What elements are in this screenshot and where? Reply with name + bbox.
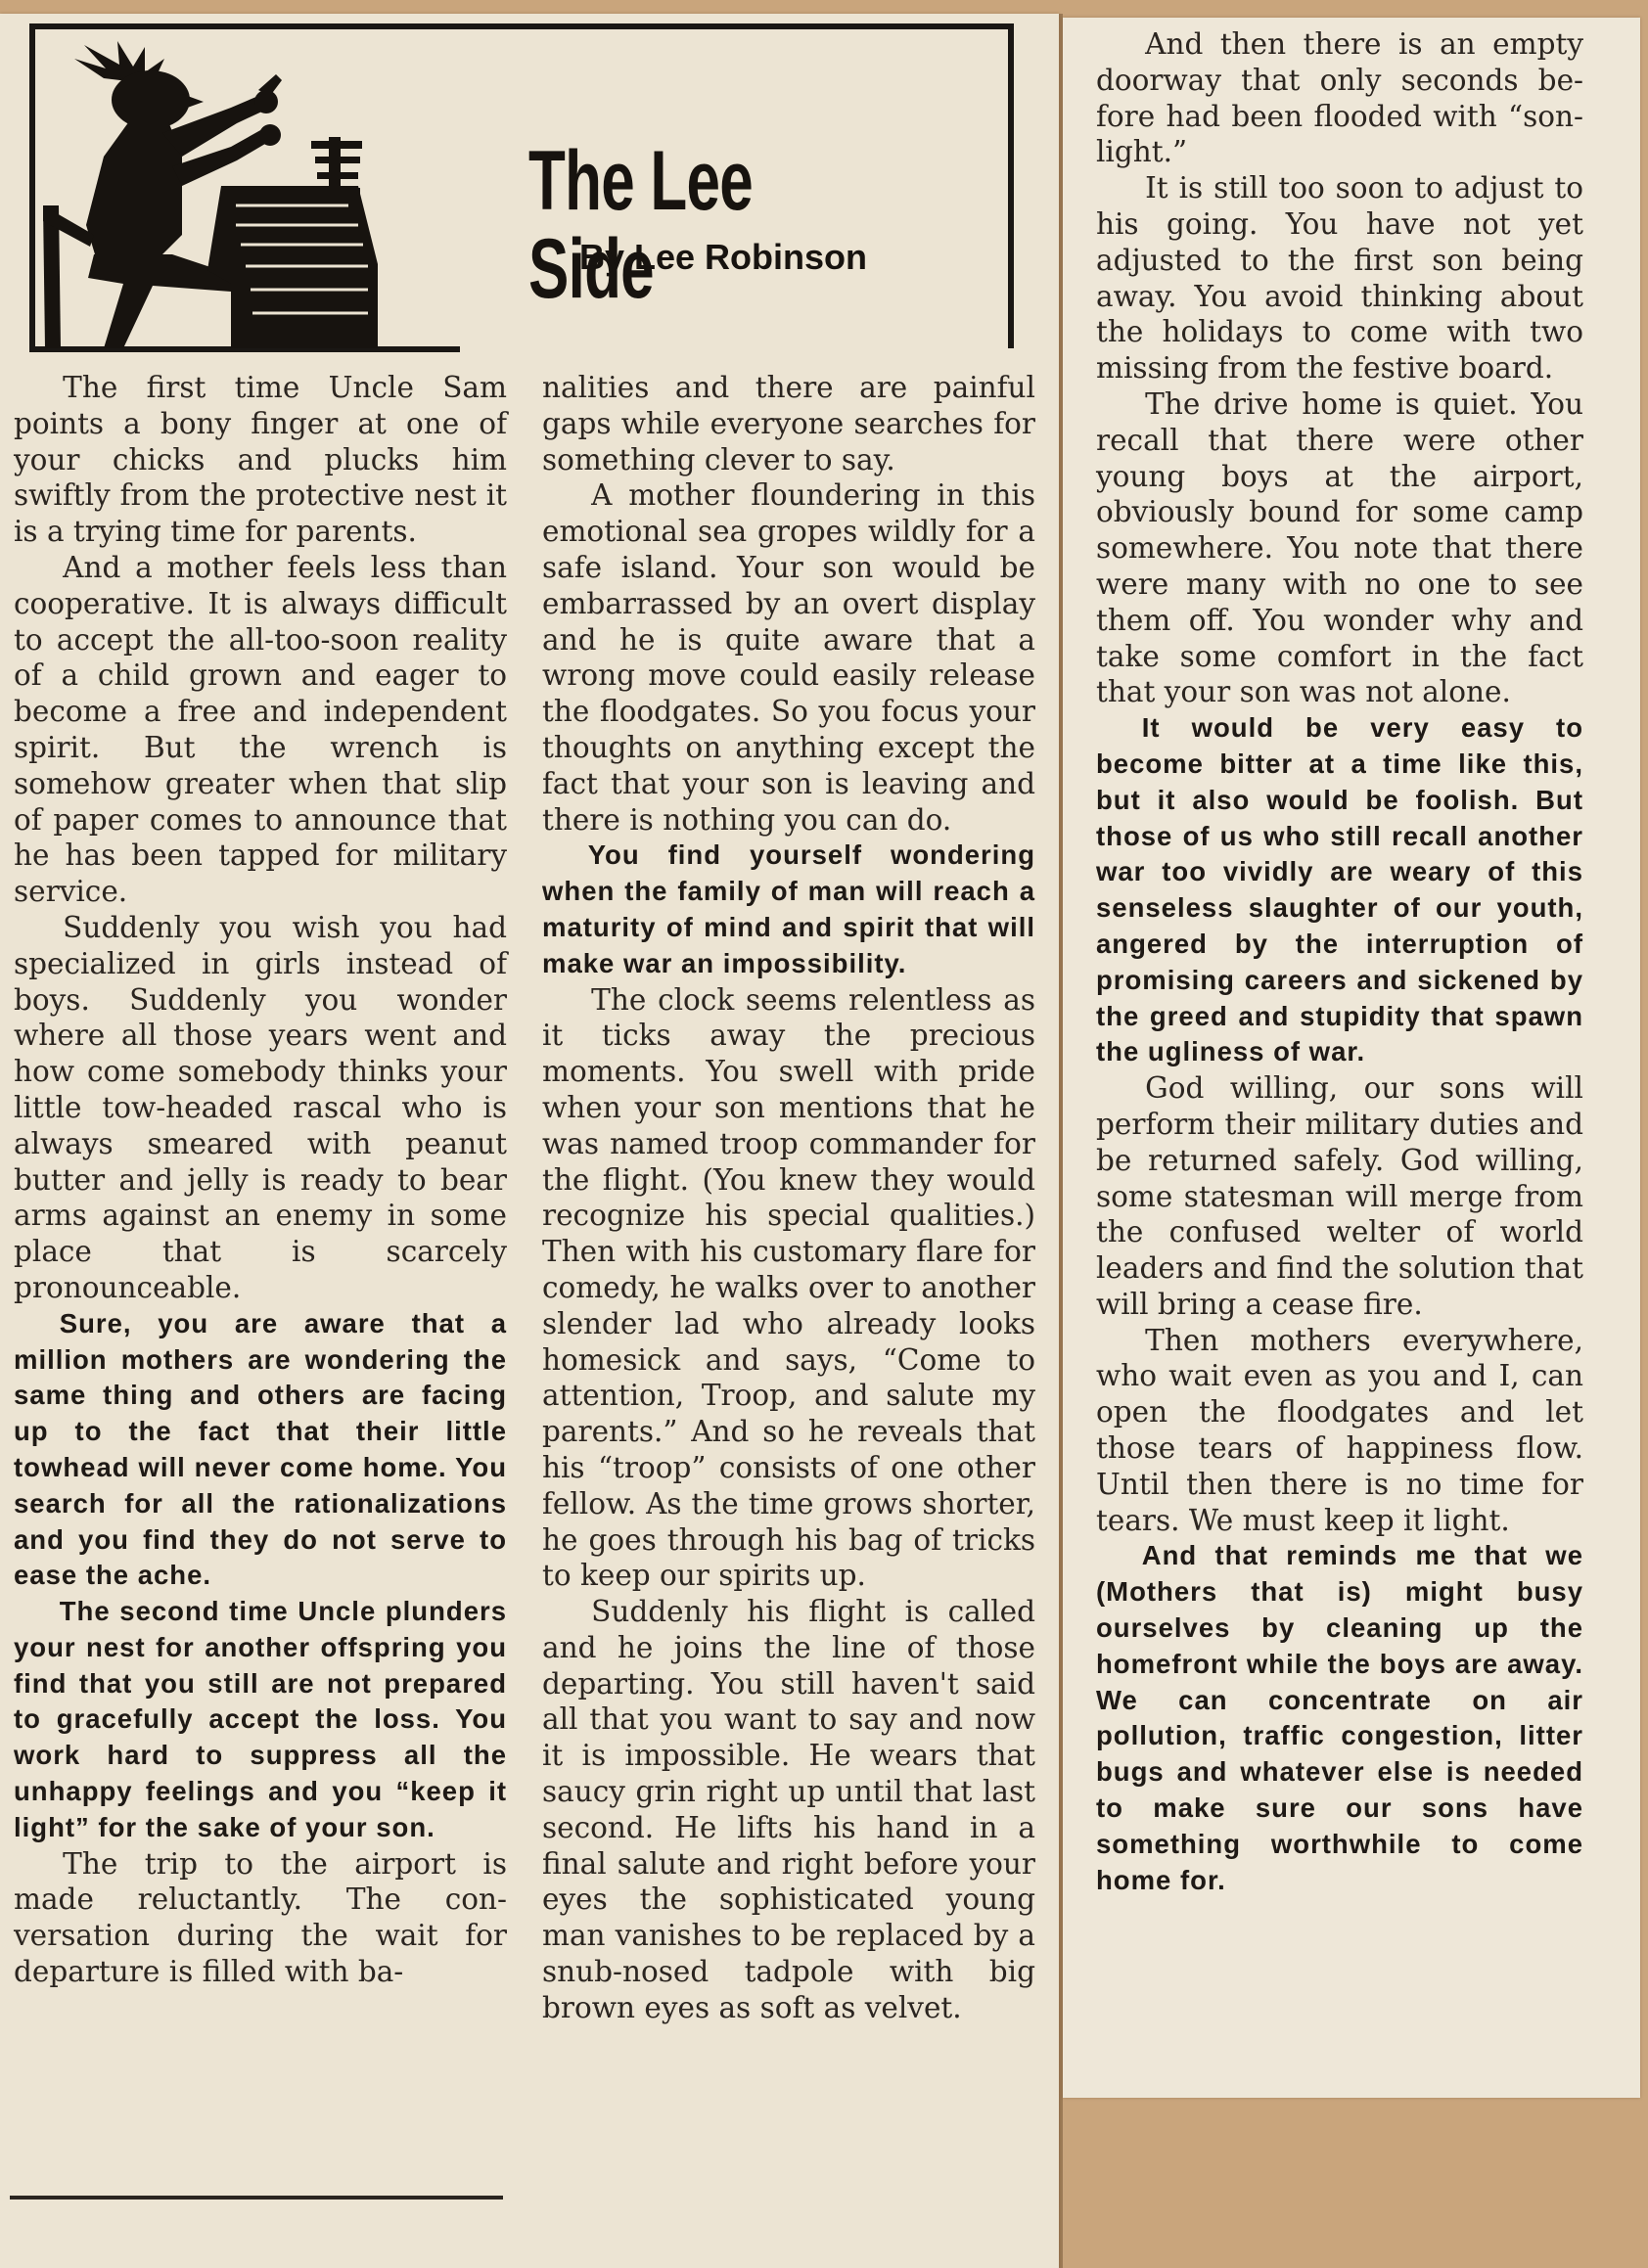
article-byline: By Lee Robinson [579,237,868,277]
article-column-2 [542,370,1035,2026]
article-paragraph: A mother floundering in this emotional sea gropes wildly for a safe island. Your son would be embarrassed by an overt display and he is quite aware that a wrong move could easily release the floodgates. So you focus your thoughts on anything except the fact that your son is leaving and there is nothing you can do. [542,478,1035,837]
article-paragraph: The drive home is quiet. You recall that there were other young boys at the airport, obviously bound for some camp somewhere. You note that there were many with no one to see them off. You wonder why and take some comfort in the fact that your son was not alone. [1096,386,1583,709]
article-paragraph: The clock seems relentless as it ticks away the precious moments. You swell with pride when your son mentions that he was named troop commander for the flight. (You knew they would recognize his special qualities.) Then with his customary flare for comedy, he walks over to another slender lad who already looks homesick and says, “Come to attention, Troop, and salute my parents.” And so he reveals that his “troop” consists of one other fellow. As the time grows shorter, he goes through his bag of tricks to keep our spirits up. [542,982,1035,1593]
column-end-rule [10,2196,503,2200]
article-paragraph: And a mother feels less than cooperative. It is always difficult to accept the all-too-soon reality of a child grown and eager to become a free and independent spirit. But the wrench is somehow greater when that slip of paper comes to announce that he has been tapped for military service. [14,550,507,909]
article-paragraph: The second time Uncle plunders your nest for another offspring you find that you still are not prepared to gracefully accept the loss. You work hard to suppress all the unhappy feelings and you “keep it light” for the sake of your son. [14,1596,507,1842]
article-title: The Lee Side [528,134,753,316]
article-paragraph: Suddenly his flight is called and he joins the line of those departing. You still haven't said all that you want to say and now it is impossible. He wears that saucy grin right up until that last second. He lifts his hand in a final salute and right before your eyes the sophisticated young man vanishes to be replaced by a snub-nosed tadpole with big brown eyes as soft as velvet. [542,1595,1035,2024]
article-paragraph: Sure, you are aware that a million mothers are wondering the same thing and others are facing up to the fact that their little towhead will never come home. You search for all the rationalizations and you find they do not serve to ease the ache. [14,1307,507,1591]
article-paragraph: And that reminds me that we (Mothers that is) might busy ourselves by cleaning up the homefront while the boys are away. We can concentrate on air pollution, traffic congestion, litter bugs and whatever else is needed to make sure our sons have something worthwhile to come home for. [1096,1540,1583,1895]
article-paragraph: nalities and there are painful gaps while everyone searches for something clever to say. [542,371,1035,476]
article-column-1 [14,370,507,1990]
article-paragraph: It would be very easy to become bitter at a time like this, but it also would be foolish. But those of us who still recall another war too vividly are weary of this senseless slaughter of our youth, angered by the interruption of promising careers and sickened by the greed and stupidity that spawn the ugliness of war. [1096,712,1583,1067]
article-paragraph: And then there is an empty doorway that only seconds before had been flooded with “son-light.” [1096,27,1583,169]
article-paragraph: Then mothers everywhere, who wait even as you and I, can open the floodgates and let those tears of happiness flow. Until then there is no time for tears. We must keep it light. [1096,1323,1583,1537]
typist-caricature-icon [35,39,466,348]
article-paragraph: The first time Uncle Sam points a bony finger at one of your chicks and plucks him swiftly from the protective nest it is a trying time for parents. [14,371,507,549]
article-column-3 [1096,26,1583,1898]
article-paragraph: It is still too soon to adjust to his going. You have not yet adjusted to the first son being away. You avoid thinking about the holidays to come with two missing from the festive board. [1096,171,1583,386]
article-paragraph: Suddenly you wish you had specialized in girls instead of boys. Suddenly you wonder where all those years went and how come somebody thinks your little tow-headed rascal who is always smeared with peanut butter and jelly is ready to bear arms against an enemy in some place that is scarcely pronounceable. [14,910,507,1304]
article-paragraph: The trip to the airport is made reluctantly. The conversation during the wait for departure is filled with ba- [14,1846,507,1989]
clipping-edge [1059,14,1063,2268]
article-paragraph: You find yourself wondering when the family of man will reach a maturity of mind and spirit that will make war an impossibility. [542,839,1035,978]
article-paragraph: God willing, our sons will perform their military duties and be returned safely. God willing, some statesman will merge from the confused welter of world leaders and find the solution that will bring a cease fire. [1096,1071,1583,1321]
